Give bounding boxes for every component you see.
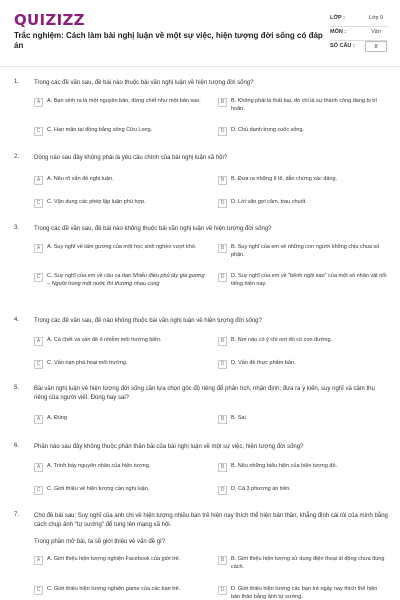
option-letter-box: C <box>34 199 43 208</box>
option-text: C. Giới thiệu về hiện tượng cần nghị luận. <box>47 486 150 492</box>
option-letter-box: D <box>218 127 227 136</box>
option-text: B. Đưa ra những lí lẽ, dẫn chứng xác đáng. <box>231 176 338 182</box>
meta-row-class <box>330 13 388 27</box>
option-d[interactable] <box>218 360 388 369</box>
option-text-plain: C. Suy nghĩ của em về câu ca dao <box>47 273 132 279</box>
option-d[interactable] <box>218 486 388 495</box>
meta-value: Văn <box>371 29 381 35</box>
option-c[interactable] <box>34 199 209 208</box>
meta-row-count <box>330 41 388 55</box>
option-b[interactable] <box>218 176 388 185</box>
question-text: Trong các đề văn sau, đề bài nào thuộc bài văn nghị luận về hiện tượng đời sống? <box>34 80 254 86</box>
option-text: A. Bạn sinh ra là một nguyên bản, đừng chết như một bản sao. <box>47 98 201 104</box>
header-divider <box>0 66 400 67</box>
option-text: C. Giới thiệu hiện tượng nghiện game của các bạn trẻ. <box>47 586 181 592</box>
option-c[interactable] <box>34 127 209 136</box>
option-text <box>47 273 209 288</box>
question-number: 7. <box>14 512 20 518</box>
option-text: A. Giới thiệu hiện tượng nghiện Facebook của giới trẻ. <box>47 556 181 562</box>
option-text-italic: Nhiễu điều phủ lấy giá gương – Người trong một nước thì thương nhau cùng <box>47 273 205 287</box>
option-letter-box: A <box>34 244 43 253</box>
option-a[interactable] <box>34 463 209 472</box>
option-d[interactable] <box>218 273 388 288</box>
option-text: C. Hạn mặn tại đồng bằng sông Cửu Long. <box>47 127 153 133</box>
option-text: C. Vận dụng các phép lập luận phù hợp. <box>47 199 146 205</box>
option-a[interactable] <box>34 415 209 424</box>
option-c[interactable] <box>34 486 209 495</box>
option-b[interactable] <box>218 244 388 259</box>
option-letter-box: D <box>218 199 227 208</box>
option-a[interactable] <box>34 176 209 185</box>
question-text: Phần nào sau đây không thuộc phần thân bài của bài nghị luận về một sự việc, hiện tượng đời sống? <box>34 444 304 450</box>
option-text: B. Nơi nào có ý chí nơi đó có con đường. <box>231 337 333 343</box>
option-letter-box: B <box>218 176 227 185</box>
option-text: B. Giới thiệu hiện tượng sử dụng điện thoại di động chưa đúng cách. <box>231 556 385 570</box>
option-letter-box: A <box>34 556 43 565</box>
option-b[interactable] <box>218 463 388 472</box>
option-letter-box: D <box>218 360 227 369</box>
option-text: D. Vấn đề thực phẩm bẩn. <box>231 360 296 366</box>
option-letter-box: B <box>218 556 227 565</box>
option-b[interactable] <box>218 556 388 571</box>
option-text: D. Suy nghĩ của em về "bệnh ngôi sao" của một số nhân vật nổi tiếng hiện nay. <box>231 273 387 287</box>
option-letter-box: B <box>218 463 227 472</box>
option-d[interactable] <box>218 127 388 136</box>
option-letter-box: A <box>34 176 43 185</box>
question-number: 3. <box>14 225 20 231</box>
option-letter-box: C <box>34 273 43 282</box>
question-text: Bài văn nghị luận về hiện tượng đời sống cần lựa chọn góc độ riêng để phân tích, nhận định; đưa ra ý kiến, suy nghĩ và cảm thụ riêng của người viết. Đúng hay sai? <box>34 386 375 401</box>
option-letter-box: A <box>34 337 43 346</box>
question-number: 4. <box>14 317 20 323</box>
option-letter-box: D <box>218 486 227 495</box>
question-text: Dòng nào sau đây không phải là yêu cầu chính của bài nghị luận xã hội? <box>34 155 228 161</box>
option-d[interactable] <box>218 199 388 208</box>
option-letter-box: D <box>218 586 227 595</box>
quizizz-logo: QUIZIZZ <box>14 11 85 29</box>
option-a[interactable] <box>34 98 209 107</box>
option-text: B. Suy nghĩ của em về những con người không chịu chua số phận. <box>231 244 380 258</box>
option-text: A. Nêu rõ vấn đề nghị luận. <box>47 176 114 182</box>
question-number: 2. <box>14 154 20 160</box>
option-text: D. Cả 3 phương án trên. <box>231 486 291 492</box>
meta-label: LỚP : <box>330 15 345 21</box>
meta-label: MÔN : <box>330 29 347 35</box>
option-text: B. Không phải là thất bại, đó chỉ là sự thành công đang bị trì hoãn. <box>231 98 378 112</box>
option-letter-box: B <box>218 98 227 107</box>
option-text: D. Giới thiệu hiện tượng các bạn trẻ ngày nay thích thể hiện bản thân bằng ảnh tự sướng. <box>231 586 378 600</box>
option-d[interactable] <box>218 586 388 600</box>
option-letter-box: C <box>34 486 43 495</box>
question-number: 6. <box>14 443 20 449</box>
option-text: D. Lời văn gợi cảm, trau chuốt. <box>231 199 307 205</box>
meta-label: SỐ CÂU : <box>330 43 355 49</box>
option-c[interactable] <box>34 586 209 595</box>
option-text: A. Trình bày nguyên nhân của hiện tượng. <box>47 463 151 469</box>
option-letter-box: A <box>34 98 43 107</box>
meta-value: 8 <box>365 41 387 52</box>
question-subtext: Trong phần mở bài, ta sẽ giới thiệu về vấn đề gì? <box>34 539 166 545</box>
option-letter-box: B <box>218 415 227 424</box>
question-number: 5. <box>14 385 20 391</box>
meta-value: Lớp 9 <box>368 15 384 21</box>
option-text: D. Chủ danh trong cuộc sống. <box>231 127 305 133</box>
option-text: A. Suy nghĩ về tấm gương của một học sinh nghèo vượt khó. <box>47 244 197 250</box>
meta-row-subject <box>330 27 388 41</box>
meta-divider <box>330 26 388 27</box>
option-a[interactable] <box>34 244 209 253</box>
option-text: B. Nêu những biểu hiện của hiện tượng đó. <box>231 463 338 469</box>
page-title: Trắc nghiệm: Cách làm bài nghị luận về một sự việc, hiện tượng đời sống có đáp án <box>14 31 323 50</box>
option-a[interactable] <box>34 337 209 346</box>
meta-divider <box>330 40 388 41</box>
option-letter-box: B <box>218 244 227 253</box>
option-letter-box: B <box>218 337 227 346</box>
option-letter-box: C <box>34 127 43 136</box>
question-text: Trong các đề văn sau, đề nào không thuộc bài văn nghị luận về hiện tượng đời sống? <box>34 318 262 324</box>
option-text: B. Sai <box>231 415 246 421</box>
option-b[interactable] <box>218 337 388 346</box>
option-c[interactable] <box>34 360 209 369</box>
option-text: A. Đúng <box>47 415 67 421</box>
question-text: Cho đề bài sau: Suy nghĩ của anh chị về hiện tượng nhiều bạn trẻ hiện nay thích thể hiện bản thân, khẳng định cái tôi của mình bằng cách chụp ảnh "tự sướng" để tung lên mạng xã hội. <box>34 513 388 528</box>
option-text: A. Cá chết và vấn đề ô nhiễm môi trường biển. <box>47 337 162 343</box>
option-c[interactable] <box>34 273 209 288</box>
option-letter-box: C <box>34 586 43 595</box>
option-text: C. Vấn nạn phá hoại môi trường. <box>47 360 128 366</box>
option-letter-box: D <box>218 273 227 282</box>
option-letter-box: C <box>34 360 43 369</box>
option-b[interactable] <box>218 98 388 113</box>
option-a[interactable] <box>34 556 209 565</box>
option-b[interactable] <box>218 415 388 424</box>
option-letter-box: A <box>34 463 43 472</box>
question-text: Trong các đề văn sau, đề bài nào không thuộc bài văn nghị luận về hiện tượng đời sống? <box>34 226 272 232</box>
option-letter-box: A <box>34 415 43 424</box>
worksheet-meta <box>330 13 388 55</box>
question-number: 1. <box>14 79 20 85</box>
